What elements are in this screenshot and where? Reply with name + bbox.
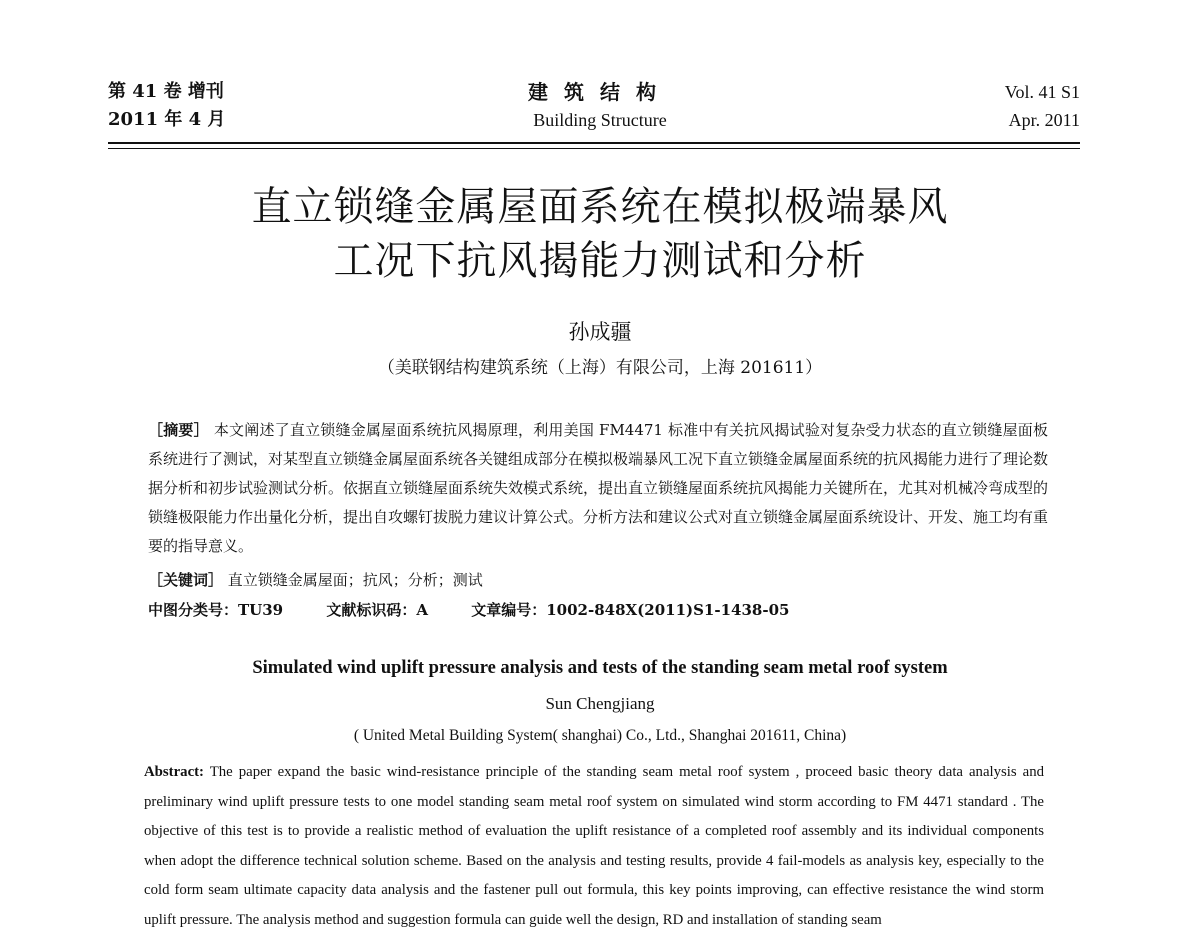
- classification: [148, 596, 1048, 624]
- english-affiliation: ( United Metal Building System( shanghai) Co., Ltd., Shanghai 201611, China): [353, 727, 847, 744]
- issue-info: [108, 78, 225, 134]
- keywords-text: 直立锁缝金属屋面；抗风；分析；测试: [227, 571, 483, 589]
- paper-title-line2: 工况下抗风揭能力测试和分析: [333, 238, 867, 284]
- english-author: Sun Chengjiang: [545, 694, 655, 713]
- affiliation: （美联钢结构建筑系统（上海）有限公司，上海 201611）: [377, 358, 823, 378]
- journal-name-zh: 建筑结构: [528, 80, 672, 104]
- issue-info-en: [1005, 78, 1080, 134]
- header-rule-thin: [108, 148, 1080, 149]
- document-code: 文献标识码：A: [326, 601, 428, 619]
- author: 孙成疆: [568, 320, 632, 344]
- abstract-zh-text: 本文阐述了直立锁缝金属屋面系统抗风揭原理，利用美国 FM4471 标准中有关抗风揭试验对复杂受力状态的直立锁缝屋面板系统进行了测试，对某型直立锁缝金属屋面系统各关键组成部分在模拟极端暴风工况下直立锁缝金属屋面系统的抗风揭能力进行了理论数据分析和初步试验测试分析。依据直立锁缝屋面系统失效模式系统，提出直立锁缝屋面系统抗风揭能力关键所在，尤其对机械冷弯成型的锁缝极限能力作出量化分析，提出自攻螺钉拔脱力建议计算公式。分析方法和建议公式对直立锁缝金属屋面系统设计、开发、施工均有重要的指导意义。: [148, 421, 1049, 555]
- keywords-label: ［关键词］: [148, 571, 224, 589]
- paper-title-line1: 直立锁缝金属屋面系统在模拟极端暴风: [251, 184, 949, 230]
- english-title: Simulated wind uplift pressure analysis and tests of the standing seam metal roof system: [252, 658, 948, 678]
- abstract-zh-label: ［摘要］: [148, 421, 209, 439]
- date-en: Apr. 2011: [1008, 110, 1080, 130]
- journal-name: [420, 78, 780, 134]
- english-abstract-text: The paper expand the basic wind-resistance principle of the standing seam metal roof system , proceed basic theory data analysis and preliminary wind uplift pressure tests to one model standing seam metal roof system on simulated wind storm according to FM 4471 standard . The objective of this test is to provide a realistic method of evaluation the uplift resistance of a completed roof assembly and its individual components when adopt the difference technical solution scheme. Based on the analysis and testing results, provide 4 fail-models as analysis key, especially to the cold form seam ultimate capacity data analysis and the fastener pull out formula, this key points improving, can effective resistance the wind storm uplift pressure. The analysis method and suggestion formula can guide well the design, RD and installation of standing seam: [144, 764, 1045, 928]
- header-rule-thick: [108, 142, 1080, 144]
- date-zh: 2011 年 4 月: [108, 109, 226, 130]
- article-number: 文章编号：1002-848X(2011)S1-1438-05: [471, 601, 790, 619]
- journal-header: [0, 0, 1200, 150]
- clc-number: 中图分类号：TU39: [148, 601, 284, 619]
- english-abstract: [144, 758, 1044, 935]
- keywords: [148, 566, 1048, 594]
- english-abstract-label: Abstract:: [144, 764, 204, 780]
- journal-name-en: Building Structure: [533, 110, 667, 130]
- volume-zh: 第 41 卷 增刊: [108, 81, 224, 102]
- abstract-zh: [148, 416, 1048, 561]
- paper-title: [0, 180, 1200, 288]
- volume-en: Vol. 41 S1: [1004, 82, 1080, 102]
